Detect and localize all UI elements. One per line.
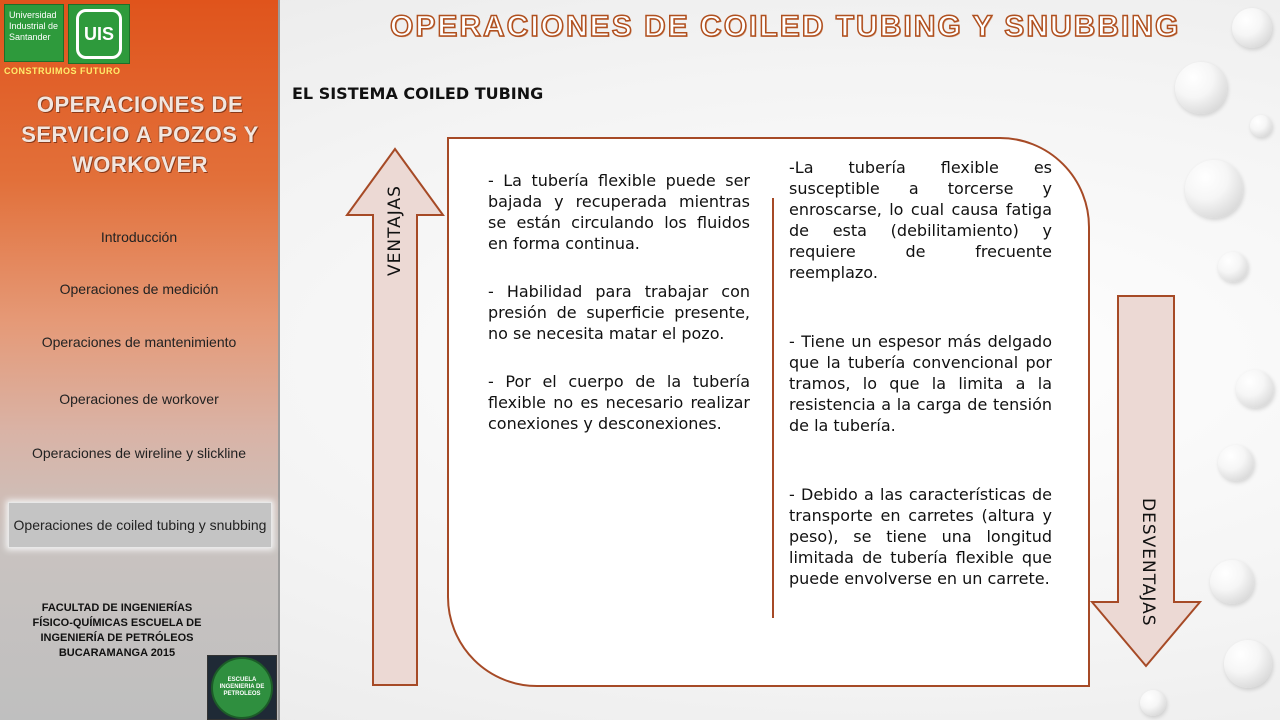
desventaja-item: - Tiene un espesor más delgado que la tubería convencional por tramos, lo que la limita a la resistencia a la carga de tensión de la tubería. bbox=[789, 332, 1052, 435]
ventaja-item: - Habilidad para trabajar con presión de superficie presente, no se necesita matar el pozo. bbox=[488, 282, 750, 343]
water-drop bbox=[1218, 252, 1248, 282]
nav-item-workover[interactable]: Operaciones de workover bbox=[59, 391, 219, 407]
nav-item-mantenimiento[interactable]: Operaciones de mantenimiento bbox=[41, 334, 237, 350]
water-drop bbox=[1210, 560, 1254, 604]
nav-item-medicion[interactable]: Operaciones de medición bbox=[59, 281, 219, 297]
column-divider bbox=[772, 198, 774, 618]
school-logo-text: ESCUELA INGENIERIA DE PETROLEOS bbox=[219, 677, 265, 697]
water-drop bbox=[1185, 160, 1243, 218]
water-drop bbox=[1250, 115, 1272, 137]
ventaja-item: - Por el cuerpo de la tubería flexible no es necesario realizar conexiones y desconexiones. bbox=[488, 372, 750, 433]
uis-emblem[interactable] bbox=[68, 4, 130, 64]
university-logo[interactable] bbox=[4, 4, 64, 62]
faculty-info: FACULTAD DE INGENIERÍAS FÍSICO-QUÍMICAS ESCUELA DE INGENIERÍA DE PETRÓLEOS BUCARAMANGA 2015 bbox=[32, 602, 202, 659]
nav-item-coiled-tubing-active[interactable] bbox=[8, 502, 272, 548]
university-motto: CONSTRUIMOS FUTURO bbox=[4, 66, 121, 76]
ventajas-list bbox=[488, 170, 750, 461]
water-drop bbox=[1236, 370, 1274, 408]
water-drop bbox=[1224, 640, 1272, 688]
nav-item-wireline[interactable]: Operaciones de wireline y slickline bbox=[32, 445, 246, 461]
sidebar-title: OPERACIONES DE SERVICIO A POZOS Y WORKOVER bbox=[21, 92, 259, 177]
desventaja-item: -La tubería flexible es susceptible a torcerse y enroscarse, lo cual causa fatiga de esta (debilitamiento) y requiere de frecuente reemplazo. bbox=[789, 158, 1052, 282]
school-logo[interactable] bbox=[207, 655, 277, 720]
university-logo-text: Universidad Industrial de Santander bbox=[9, 10, 59, 42]
uis-emblem-icon bbox=[76, 9, 122, 59]
water-drop bbox=[1175, 62, 1227, 114]
nav-item-introduccion[interactable]: Introducción bbox=[100, 229, 178, 245]
water-drop bbox=[1218, 445, 1254, 481]
water-drop bbox=[1140, 690, 1166, 716]
desventajas-label: DESVENTAJAS bbox=[1138, 498, 1158, 627]
ventajas-label: VENTAJAS bbox=[385, 185, 405, 276]
water-drop bbox=[1232, 8, 1272, 48]
nav-item-coiled-tubing-label: Operaciones de coiled tubing y snubbing bbox=[13, 517, 267, 533]
section-subtitle: EL SISTEMA COILED TUBING bbox=[292, 84, 544, 103]
sidebar bbox=[0, 0, 280, 720]
ventaja-item: - La tubería flexible puede ser bajada y recuperada mientras se están circulando los fluidos en forma continua. bbox=[488, 171, 750, 253]
desventajas-list bbox=[789, 157, 1052, 616]
page-title: OPERACIONES DE COILED TUBING Y SNUBBING bbox=[390, 10, 1181, 43]
uis-emblem-text: UIS bbox=[83, 23, 114, 44]
oil-pump-icon bbox=[211, 657, 273, 719]
desventaja-item: - Debido a las características de transporte en carretes (altura y peso), se tiene una longitud limitada de tubería flexible que puede envolverse en un carrete. bbox=[789, 485, 1052, 588]
